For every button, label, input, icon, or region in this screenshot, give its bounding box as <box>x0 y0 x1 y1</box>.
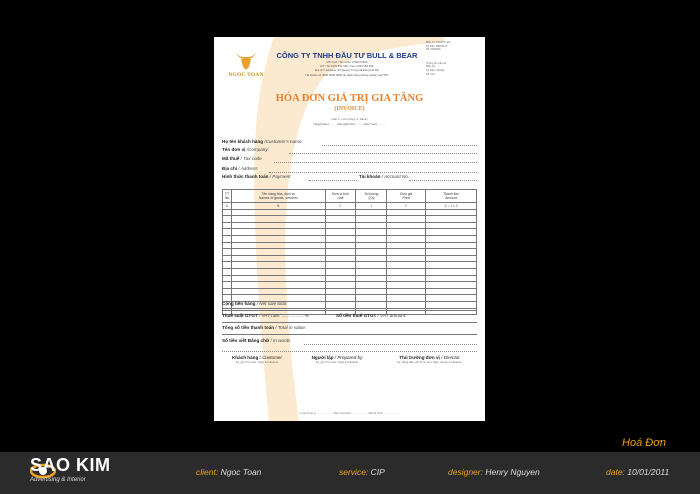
table-row <box>223 216 477 223</box>
invoice-subtitle: (INVOICE) <box>334 106 365 112</box>
table-cell <box>223 288 232 295</box>
table-cell <box>356 235 387 242</box>
dotted-line <box>304 344 477 345</box>
table-cell <box>426 255 477 262</box>
table-cell <box>426 262 477 269</box>
table-cell <box>231 235 325 242</box>
table-cell <box>223 255 232 262</box>
corner-line: Số / No: <box>426 72 436 76</box>
code-cell: C <box>325 203 356 210</box>
field-label: Tài khoản <box>359 174 381 179</box>
table-cell <box>223 282 232 289</box>
table-row <box>223 282 477 289</box>
credits-bar <box>0 452 700 494</box>
table-cell <box>223 249 232 256</box>
copy-line: Liên 1: Lưu (Copy 1: Save) <box>331 117 368 121</box>
header-vi: Đơn giá <box>400 192 413 196</box>
header-vi: TT <box>224 192 230 196</box>
table-cell <box>325 216 356 223</box>
table-cell <box>387 229 426 236</box>
sig-hint: Ký, ghi rõ họ tên / Sign & fullname <box>235 360 279 364</box>
field-label: Số tiền viết Bằng chữ <box>222 338 270 343</box>
field-label: Họ tên khách hàng <box>222 139 264 144</box>
table-cell <box>223 262 232 269</box>
print-footer: In tại Công ty ..................... Điện thoại/Tel ..................... Mã số thuế ..................... <box>299 411 400 415</box>
table-cell <box>231 262 325 269</box>
field-label: Tên đơn vị <box>222 147 246 152</box>
tax-code-field <box>222 156 262 161</box>
dotted-line <box>322 145 477 146</box>
field-label-en: / Account No. <box>381 174 410 179</box>
table-cell <box>223 235 232 242</box>
total-value-field <box>222 325 306 330</box>
table-cell <box>426 209 477 216</box>
table-cell <box>325 249 356 256</box>
table-row <box>223 229 477 236</box>
table-cell <box>426 295 477 302</box>
table-cell <box>426 288 477 295</box>
field-label-en: / VAT amount: <box>377 313 407 318</box>
service-label: service: <box>339 467 369 477</box>
header-vi: Tên hàng hóa, dịch vụ <box>261 192 296 196</box>
table-cell <box>223 242 232 249</box>
sig-hint: Ký, ghi rõ họ tên / Sign & fullname <box>315 360 359 364</box>
col-header-unit <box>325 190 356 203</box>
field-label: Số tiền thuế GTGT <box>336 313 377 318</box>
table-cell <box>426 268 477 275</box>
table-row <box>223 242 477 249</box>
designer-value: Henry Nguyen <box>485 467 540 477</box>
field-label-en: / Net sale total: <box>256 301 288 306</box>
table-cell <box>387 282 426 289</box>
table-cell <box>231 255 325 262</box>
sig-label: Khách hàng <box>231 355 259 360</box>
table-cell <box>223 275 232 282</box>
signature-customer <box>222 355 292 364</box>
table-cell <box>325 242 356 249</box>
table-row <box>223 255 477 262</box>
table-cell <box>387 262 426 269</box>
date-label: date: <box>606 467 625 477</box>
table-cell <box>356 255 387 262</box>
table-cell <box>426 229 477 236</box>
table-cell <box>231 282 325 289</box>
col-header-no <box>223 190 232 203</box>
table-cell <box>325 229 356 236</box>
field-label-en: /Company: <box>246 147 269 152</box>
table-cell <box>231 242 325 249</box>
service-info <box>339 467 385 477</box>
company-line: MS thuế / Tax code: 2700276466 <box>326 60 368 64</box>
table-cell <box>387 255 426 262</box>
field-label-en: / Tax code <box>240 156 262 161</box>
dotted-line <box>409 180 477 181</box>
client-info <box>196 467 261 477</box>
table-cell <box>356 222 387 229</box>
signature-director <box>382 355 477 364</box>
field-label-en: / Total in value: <box>275 325 307 330</box>
payment-field <box>222 174 290 179</box>
table-cell <box>426 235 477 242</box>
code-cell: 3 = 1 x 2 <box>426 203 477 210</box>
table-cell <box>387 222 426 229</box>
table-cell <box>387 288 426 295</box>
corner-line: Mẫu số: <box>426 65 436 69</box>
in-words-field <box>222 338 290 343</box>
field-label: Hình thức thanh toán <box>222 174 269 179</box>
field-label: Tổng số tiền thanh toán <box>222 325 275 330</box>
field-label: Thuế suất GTGT <box>222 313 258 318</box>
sig-label: Người lập <box>311 355 334 360</box>
items-table <box>222 189 477 315</box>
table-cell <box>223 222 232 229</box>
service-value: CIP <box>370 467 385 477</box>
table-cell <box>325 295 356 302</box>
table-cell <box>356 295 387 302</box>
table-cell <box>223 229 232 236</box>
dotted-line <box>274 162 477 163</box>
corner-line: Ký hiệu / Series: <box>426 68 445 72</box>
col-header-qty <box>356 190 387 203</box>
table-cell <box>325 235 356 242</box>
table-cell <box>356 242 387 249</box>
header-en: Price <box>402 196 411 200</box>
invoice-sheet <box>214 37 485 421</box>
brand-name: SAO KIM <box>30 455 111 475</box>
header-en: No <box>224 196 230 200</box>
field-label-en: / VAT rate: ..................% <box>259 313 309 318</box>
date-line: Ngày(Date)..........tháng(Month)..........năm(Year).......... <box>313 122 386 126</box>
address-field <box>222 166 258 171</box>
date-info <box>606 467 669 477</box>
customer-name-field <box>222 139 303 144</box>
table-cell <box>325 262 356 269</box>
client-value: Ngoc Toan <box>220 467 262 477</box>
table-row <box>223 222 477 229</box>
document-caption: Hoá Đơn <box>622 437 666 449</box>
table-cell <box>356 229 387 236</box>
table-row <box>223 268 477 275</box>
table-cell <box>325 255 356 262</box>
table-cell <box>426 216 477 223</box>
client-label: client: <box>196 467 219 477</box>
table-code-row <box>223 203 477 210</box>
table-cell <box>426 301 477 308</box>
table-cell <box>325 282 356 289</box>
table-cell <box>387 268 426 275</box>
company-line: ĐT / Tel:0433 552 636 / Fax: 0433 552 636 <box>320 64 374 69</box>
bull-icon <box>234 50 258 72</box>
table-cell <box>426 242 477 249</box>
divider <box>222 310 477 311</box>
company-header <box>272 51 422 77</box>
code-cell: 2 <box>387 203 426 210</box>
table-cell <box>387 209 426 216</box>
table-cell <box>223 209 232 216</box>
logo-text: NGOC TOAN <box>228 72 264 78</box>
net-total-field <box>222 301 287 306</box>
table-cell <box>387 275 426 282</box>
table-cell <box>356 249 387 256</box>
table-cell <box>356 262 387 269</box>
col-header-amount <box>426 190 477 203</box>
code-cell: A <box>223 203 232 210</box>
corner-line: Mẫu số: 01GTKT-3LL <box>426 41 451 44</box>
table-cell <box>387 216 426 223</box>
corner-line: Ký hiệu: BB/2011T <box>426 44 448 48</box>
table-cell <box>387 242 426 249</box>
table-cell <box>356 282 387 289</box>
sig-label-en: / Prepared by <box>334 355 363 360</box>
brand-tagline: Advertising & Interior <box>30 477 86 483</box>
col-header-price <box>387 190 426 203</box>
col-header-name <box>231 190 325 203</box>
table-cell <box>356 288 387 295</box>
header-en: Names of goods, services <box>258 196 298 200</box>
copy-info <box>214 117 485 127</box>
table-cell <box>325 301 356 308</box>
table-row <box>223 209 477 216</box>
code-cell: 1 <box>356 203 387 210</box>
header-vi: Số lượng <box>364 192 379 196</box>
table-cell <box>426 275 477 282</box>
signature-preparer <box>302 355 372 364</box>
table-cell <box>223 216 232 223</box>
company-line: Địa chỉ / Address: 99 Quang Trung Hà Đông Hà Nội <box>315 68 379 73</box>
table-cell <box>426 222 477 229</box>
company-logo <box>226 50 266 78</box>
sig-label-en: / Director <box>441 355 460 360</box>
table-cell <box>356 216 387 223</box>
table-cell <box>231 222 325 229</box>
table-cell <box>231 229 325 236</box>
divider <box>222 322 477 323</box>
table-cell <box>356 268 387 275</box>
table-cell <box>231 275 325 282</box>
header-en: Q'ty <box>368 196 375 200</box>
header-vi: Đơn vị tính <box>332 192 349 196</box>
invoice-title: HÓA ĐƠN GIÁ TRỊ GIA TĂNG <box>275 93 424 104</box>
table-row <box>223 288 477 295</box>
vat-rate-field <box>222 313 309 318</box>
corner-line: Số: 0000001 <box>426 48 441 52</box>
company-name: CÔNG TY TNHH ĐẦU TƯ BULL & BEAR <box>276 51 418 60</box>
sig-label: Thủ trưởng đơn vị <box>399 355 440 360</box>
header-en: Amount <box>445 196 457 200</box>
table-cell <box>231 268 325 275</box>
table-cell <box>426 282 477 289</box>
table-cell <box>325 209 356 216</box>
designer-label: designer: <box>448 467 483 477</box>
corner-line: Thông tin mẫu số: <box>426 61 447 65</box>
dotted-line <box>289 153 477 154</box>
table-cell <box>231 216 325 223</box>
field-label-en: / Address <box>238 166 258 171</box>
table-cell <box>231 209 325 216</box>
company-field <box>222 147 269 152</box>
table-cell <box>325 222 356 229</box>
table-row <box>223 235 477 242</box>
table-cell <box>426 308 477 315</box>
table-cell <box>325 288 356 295</box>
date-value: 10/01/2011 <box>627 467 670 477</box>
dotted-line <box>309 180 357 181</box>
table-cell <box>325 268 356 275</box>
table-cell <box>387 235 426 242</box>
field-label: Mã thuế <box>222 156 240 161</box>
table-cell <box>231 288 325 295</box>
header-en: Unit <box>337 196 344 200</box>
table-cell <box>356 301 387 308</box>
field-label-en: /Customer's name: <box>264 139 303 144</box>
sig-hint: Ký, đóng dấu, ghi rõ họ tên / Sign, stamp & fullname <box>397 360 462 364</box>
company-line: Tài khoản số 0000.0000.0000 tại Ngân hàng Nông nghiệp và PTNT <box>305 72 389 77</box>
table-row <box>223 249 477 256</box>
sig-label-en: / Customer <box>259 355 283 360</box>
table-cell <box>356 275 387 282</box>
table-cell <box>387 301 426 308</box>
designer-info <box>448 467 540 477</box>
field-label: Địa chỉ <box>222 166 238 171</box>
table-row <box>223 275 477 282</box>
field-label-en: / Payment <box>269 174 291 179</box>
table-cell <box>356 209 387 216</box>
dotted-line <box>222 351 477 352</box>
account-field <box>359 174 409 179</box>
table-cell <box>325 275 356 282</box>
table-cell <box>426 249 477 256</box>
items-table-body <box>223 203 477 315</box>
table-cell <box>387 295 426 302</box>
divider <box>222 334 477 335</box>
vat-amount-field <box>336 313 406 318</box>
table-cell <box>231 249 325 256</box>
dotted-line <box>269 172 477 173</box>
field-label-en: / In words <box>270 338 291 343</box>
header-vi: Thành tiền <box>443 192 460 196</box>
table-row <box>223 262 477 269</box>
form-code-block <box>426 41 482 76</box>
field-label: Cộng tiền hàng <box>222 301 256 306</box>
code-cell: B <box>231 203 325 210</box>
table-cell <box>387 249 426 256</box>
table-cell <box>223 268 232 275</box>
